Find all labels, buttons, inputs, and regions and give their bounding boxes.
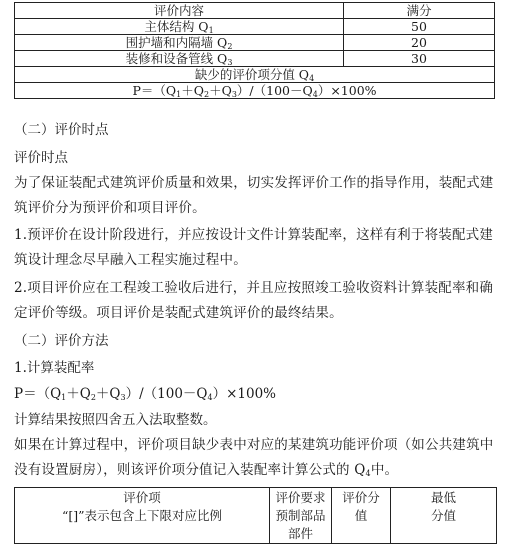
row-score-cell: 50 [344, 19, 495, 35]
table-row [15, 51, 495, 67]
table-row [15, 35, 495, 51]
row-score-cell: 30 [344, 51, 495, 67]
subheading-calculate-ratio: 1.计算装配率 [14, 360, 95, 376]
section-heading-evaluation-timing: （二）评价时点 [14, 122, 109, 138]
evaluation-table-header [15, 488, 497, 544]
list-item-pre-evaluation: 1.预评价在设计阶段进行，并应按设计文件计算装配率，这样有利于将装配式建筑设计理念尽早融入工程实施过程中。 [14, 227, 494, 268]
list-item-project-evaluation: 2.项目评价应在工程竣工验收后进行，并且应按照竣工验收资料计算装配率和确定评价等级。项目评价是装配式建筑评价的最终结果。 [14, 280, 494, 321]
table-row [15, 19, 495, 35]
subheading-evaluation-timing: 评价时点 [14, 150, 68, 166]
row-score-cell: 20 [344, 35, 495, 51]
score-table-header [15, 3, 495, 19]
assembly-ratio-formula: $P=(Q_1+Q_2+Q_3)/(100-Q_4)\times 100\%$ [14, 386, 276, 402]
score-table [14, 2, 495, 99]
formula-cell: $P=(Q_1+Q_2+Q_3)/(100-Q_4)\times 100\%$ [15, 83, 495, 99]
header-evaluation-item: 评价项 “[]”表示包含上下限对应比例 [15, 488, 270, 544]
rounding-note: 计算结果按照四舍五入法取整数。 [14, 412, 217, 428]
header-item-cell: 评价内容 [15, 3, 344, 19]
header-evaluation-requirement: 评价要求 预制部品 部件 [270, 488, 332, 544]
missing-score-cell: 缺少的评价项分值 $Q_4$ [15, 67, 495, 83]
evaluation-item-table [14, 487, 497, 544]
formula-row [15, 83, 495, 99]
header-minimum-score: 最低 分值 [391, 488, 497, 544]
header-score-cell: 满分 [344, 3, 495, 19]
header-evaluation-score: 评价分 值 [332, 488, 391, 544]
missing-score-row [15, 67, 495, 83]
row-label-cell: 装修和设备管线 $Q_3$ [15, 51, 344, 67]
paragraph-missing-item: 如果在计算过程中，评价项目缺少表中对应的某建筑功能评价项（如公共建筑中没有设置厨房），则该评价项分值记入装配率计算公式的 $Q_4$中。 [14, 437, 494, 478]
section-heading-evaluation-method: （二）评价方法 [14, 333, 109, 349]
row-label-cell: 围护墙和内隔墙 $Q_2$ [15, 35, 344, 51]
row-label-cell: 主体结构 $Q_1$ [15, 19, 344, 35]
paragraph-purpose: 为了保证装配式建筑评价质量和效果，切实发挥评价工作的指导作用，装配式建筑评价分为预评价和项目评价。 [14, 175, 494, 216]
